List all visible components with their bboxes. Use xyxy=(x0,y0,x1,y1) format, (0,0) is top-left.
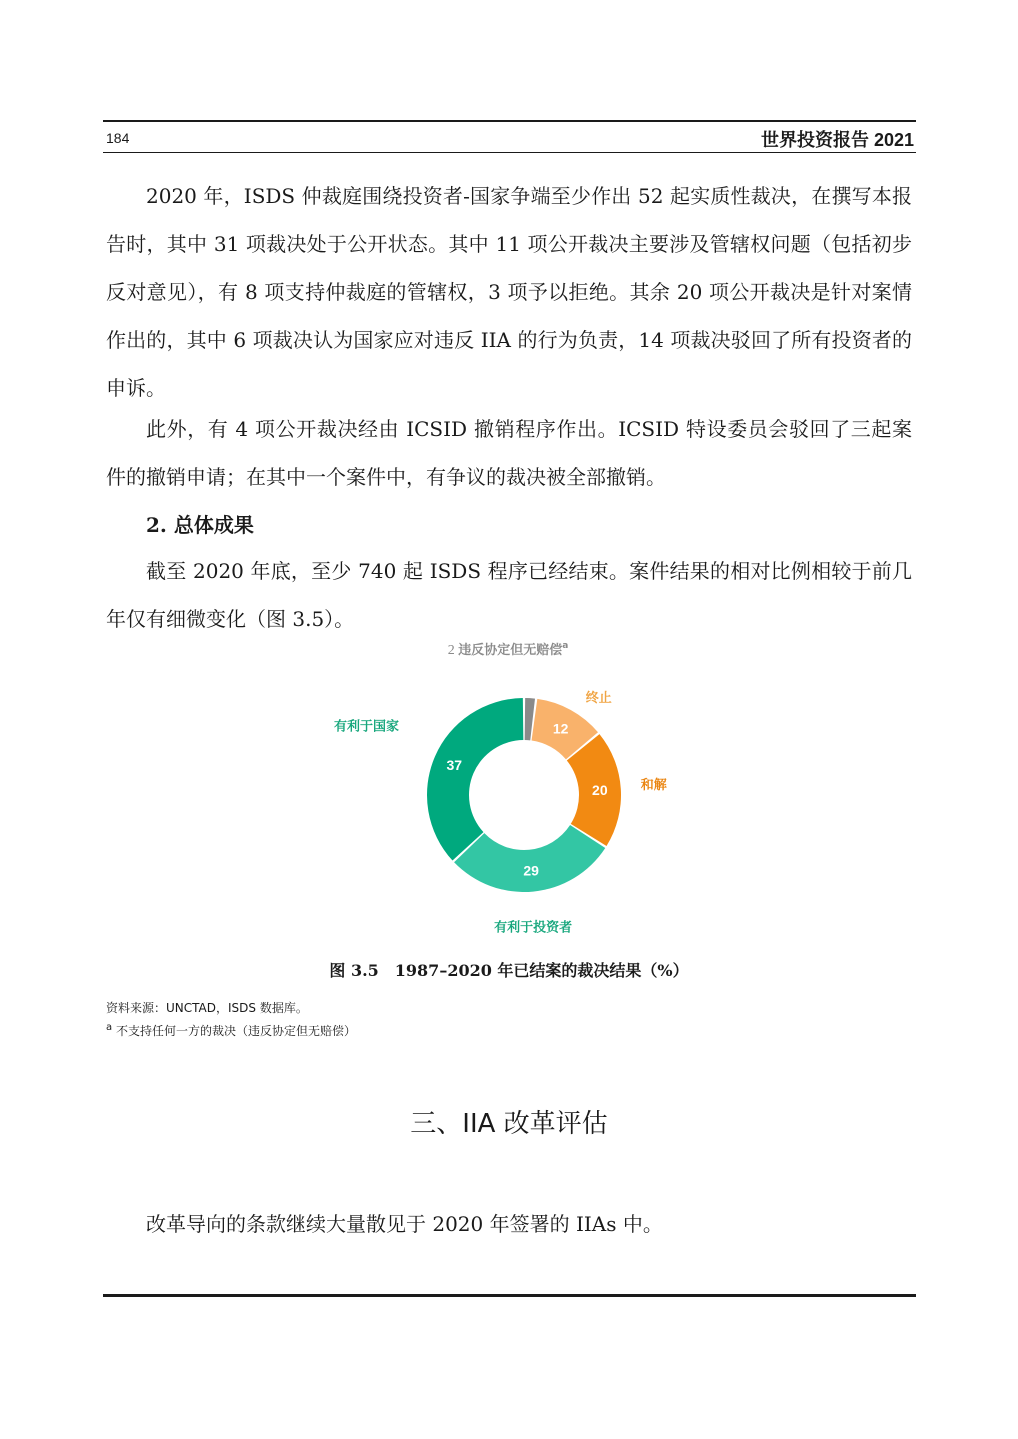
running-title: 世界投资报告 2021 xyxy=(760,130,914,150)
category-label: 有利于国家 xyxy=(333,719,399,735)
slice-value-label: 37 xyxy=(446,756,463,773)
category-label: 终止 xyxy=(585,690,612,706)
category-label: 有利于投资者 xyxy=(494,920,573,936)
category-label xyxy=(448,641,569,658)
header-bottom-rule xyxy=(103,152,916,153)
footnote-marker: a xyxy=(562,641,569,652)
slice-value-label: 12 xyxy=(552,720,569,737)
footer-rule xyxy=(103,1294,916,1297)
source-note: 资料来源：UNCTAD，ISDS 数据库。 xyxy=(106,1001,308,1015)
section-heading-overall-results: 2. 总体成果 xyxy=(146,513,254,537)
page-number: 184 xyxy=(106,130,130,146)
figure-caption: 图 3.5 1987–2020 年已结案的裁决结果（%） xyxy=(329,961,689,980)
footnote-marker: a xyxy=(106,1022,113,1033)
category-label-text: 违反协定但无赔偿 xyxy=(458,643,563,659)
slice-value-label: 20 xyxy=(592,782,608,799)
slice-value-label: 29 xyxy=(523,862,539,879)
slice-5 xyxy=(427,698,523,861)
header-top-rule xyxy=(103,120,916,122)
donut-chart xyxy=(300,641,720,939)
paragraph-icsid-annulment: 此外，有 4 项公开裁决经由 ICSID 撤销程序作出。ICSID 特设委员会驳回了三起案件的撤销申请；在其中一个案件中，有争议的裁决被全部撤销。 xyxy=(106,417,912,489)
footnote-text: 不支持任何一方的裁决（违反协定但无赔偿） xyxy=(112,1024,356,1038)
slice-value-label: 2 xyxy=(447,643,459,659)
section-title: 三、IIA 改革评估 xyxy=(410,1109,608,1139)
paragraph-concluded-cases: 截至 2020 年底，至少 740 起 ISDS 程序已经结束。案件结果的相对比例相较于前几年仅有细微变化（图 3.5）。 xyxy=(106,559,912,631)
footnote xyxy=(106,1022,356,1039)
category-label: 和解 xyxy=(640,777,667,793)
paragraph-reform-provisions: 改革导向的条款继续大量散见于 2020 年签署的 IIAs 中。 xyxy=(146,1212,663,1236)
paragraph-awards-2020: 2020 年，ISDS 仲裁庭围绕投资者-国家争端至少作出 52 起实质性裁决，在撰写本报告时，其中 31 项裁决处于公开状态。其中 11 项公开裁决主要涉及管辖权问题（包括初步反对意见），有 8 项支持仲裁庭的管辖权，3 项予以拒绝。其余 20 项公开裁决是针对案情作出的，其中 6 项裁决认为国家应对违反 IIA 的行为负责，14 项裁决驳回了所有投资者的申诉。 xyxy=(106,184,912,400)
